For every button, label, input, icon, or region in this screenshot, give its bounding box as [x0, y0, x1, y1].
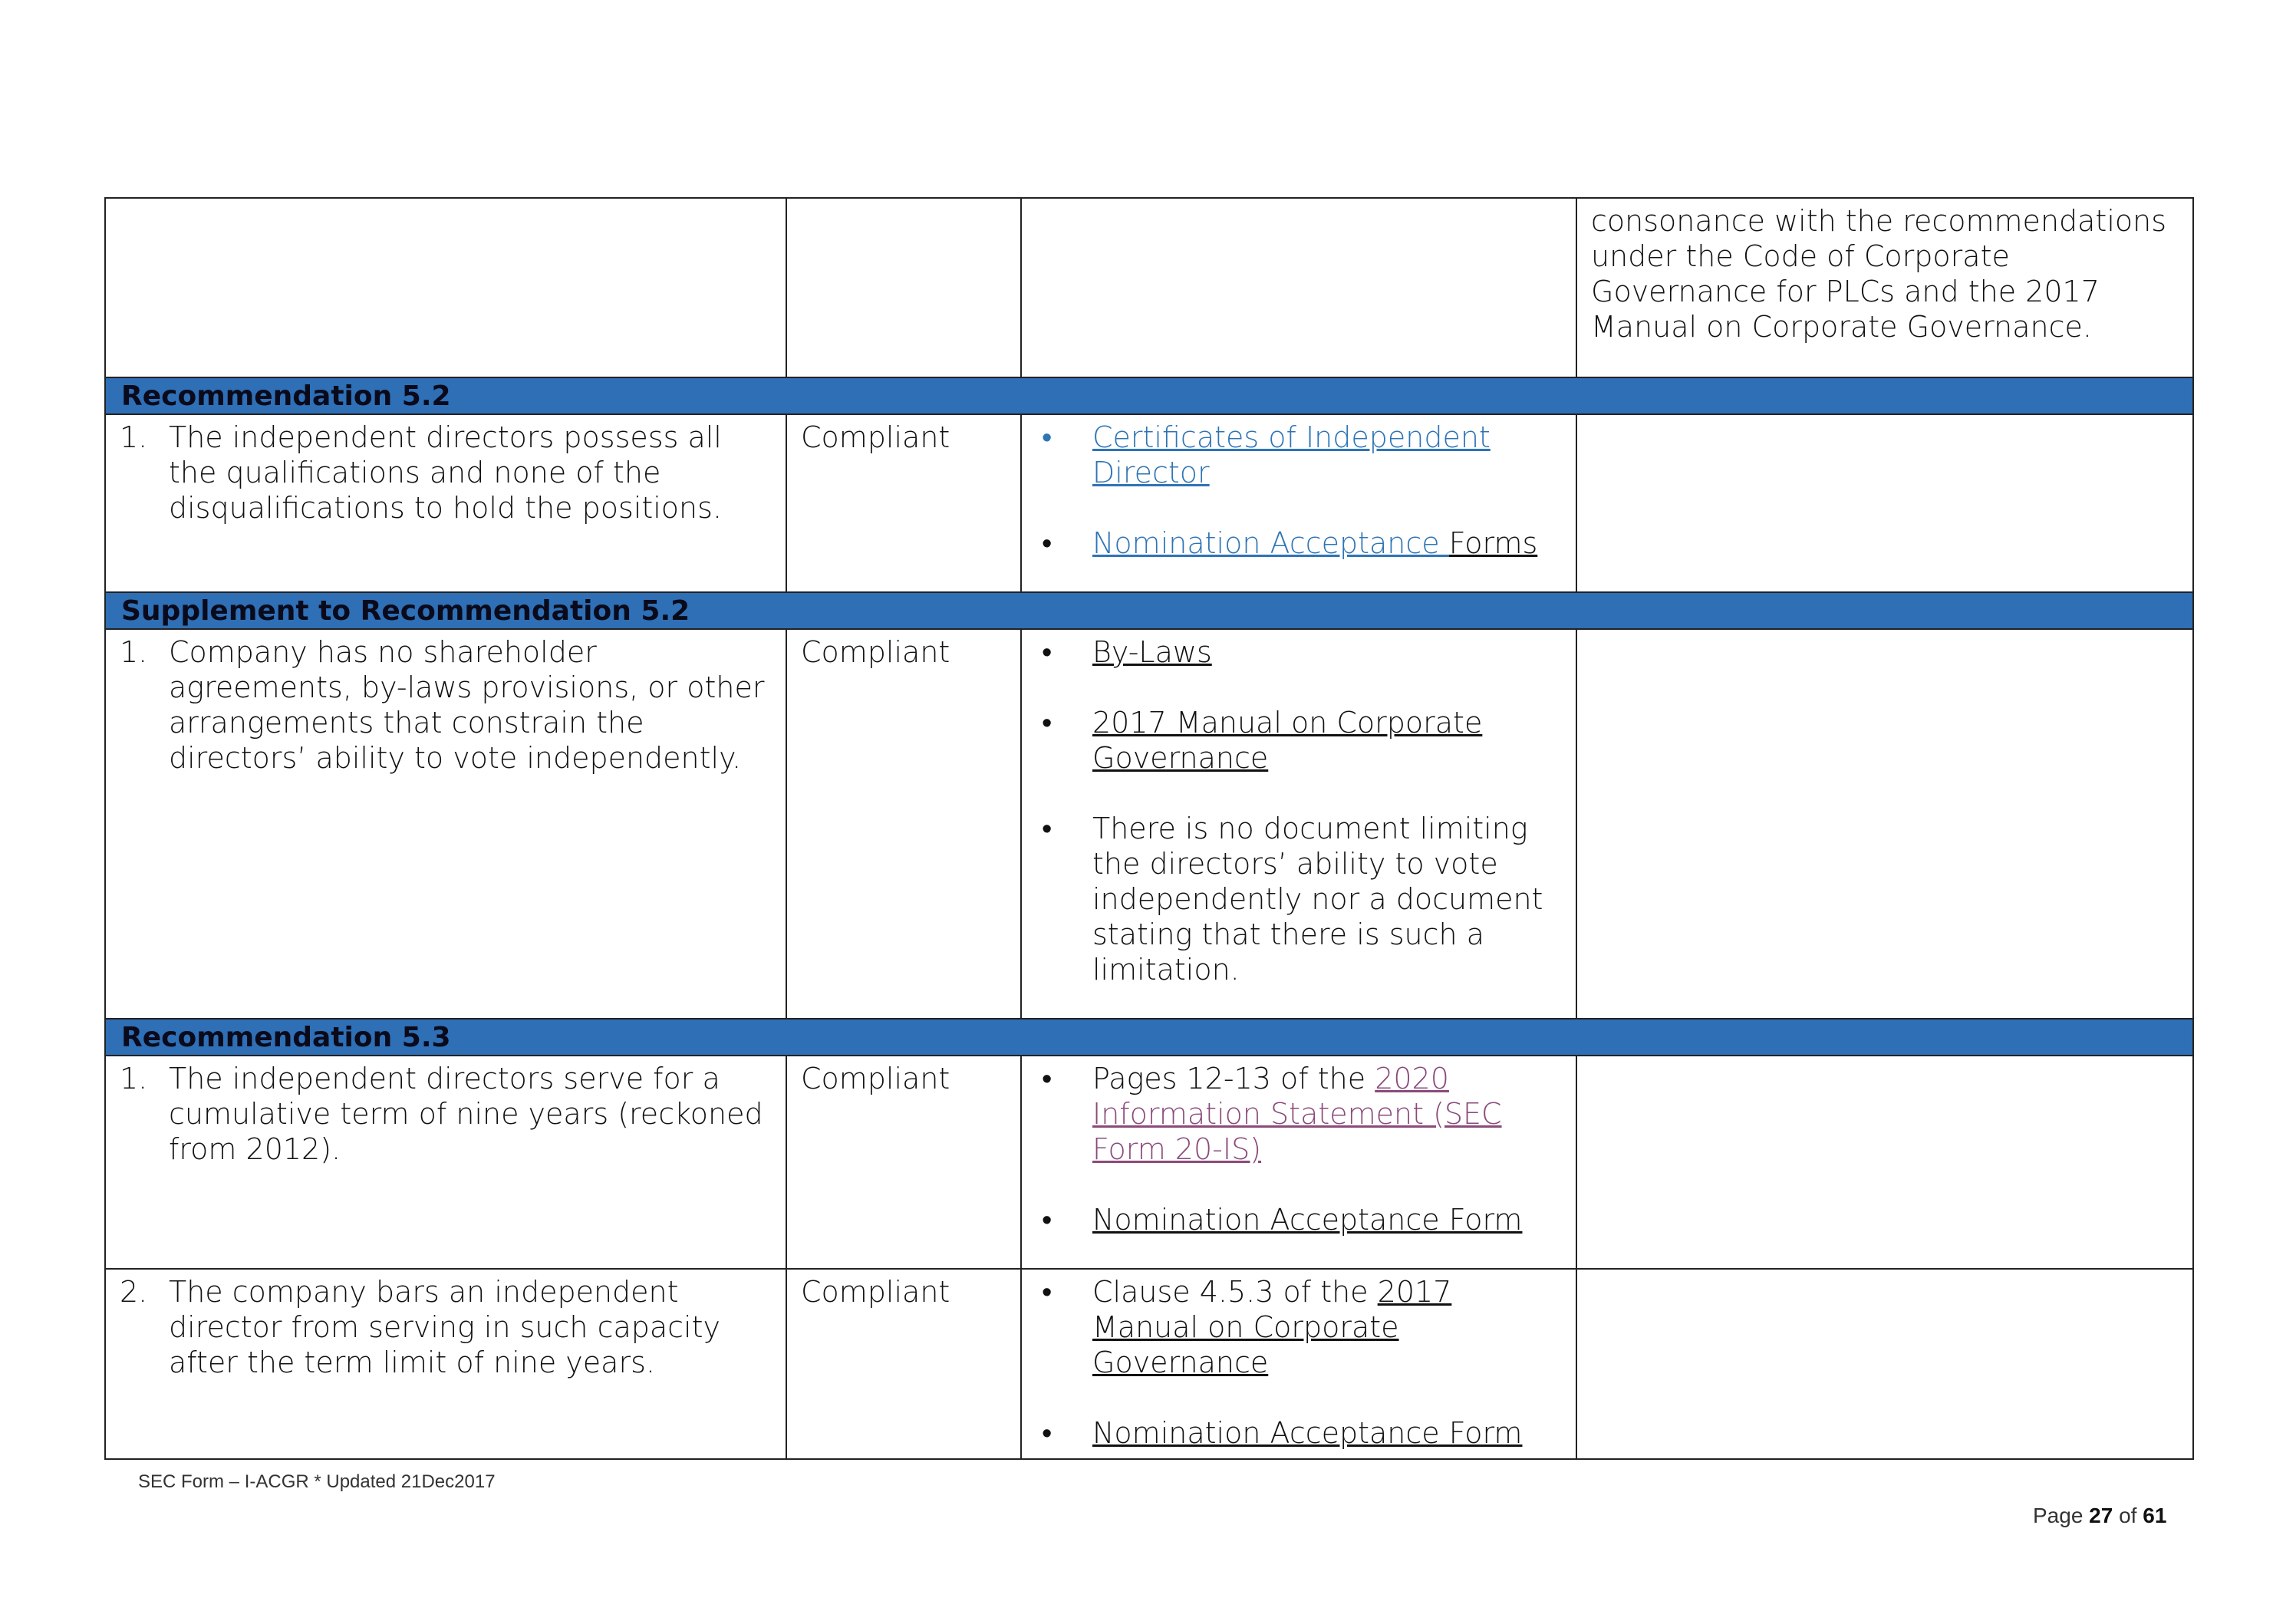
- manual-link[interactable]: 2017 Manual on Corporate Governance: [1092, 1275, 1452, 1379]
- cell-references: [1021, 198, 1576, 377]
- section-header: Supplement to Recommendation 5.2: [105, 592, 2193, 629]
- reference-note: There is no document limiting the directors’ ability to vote independently nor a document stating that there is such a limitation.: [1092, 812, 1543, 987]
- table-row: [105, 1056, 2193, 1269]
- information-statement-link[interactable]: 2020 Information Statement (SEC Form 20-IS): [1092, 1062, 1502, 1166]
- status-text: Compliant: [801, 1275, 950, 1309]
- table-row: [105, 198, 2193, 377]
- cell-explanation: [1576, 414, 2193, 592]
- cell-recommendation: [105, 629, 786, 1019]
- list-item: [1036, 811, 1562, 987]
- cell-explanation: [1576, 1056, 2193, 1269]
- section-header-row: [105, 1019, 2193, 1056]
- list-item: [1036, 420, 1562, 490]
- cell-explanation: [1576, 198, 2193, 377]
- item-text: The independent directors possess all the qualifications and none of the disqualifications to hold the positions.: [169, 420, 723, 525]
- cell-status: [786, 1269, 1021, 1459]
- list-item: [1036, 1274, 1562, 1380]
- table-row: [105, 1269, 2193, 1459]
- table-row: [105, 414, 2193, 592]
- cell-recommendation: [105, 414, 786, 592]
- item-number: 1.: [120, 420, 148, 454]
- status-text: Compliant: [801, 635, 950, 669]
- explanation-text: consonance with the recommendations under the Code of Corporate Governance for PLCs and the 2017 Manual on Corporate Governance.: [1591, 204, 2167, 344]
- nomination-acceptance-form-link[interactable]: Nomination Acceptance Form: [1092, 1416, 1523, 1450]
- cell-recommendation: [105, 198, 786, 377]
- cell-recommendation: [105, 1269, 786, 1459]
- list-item: [1036, 705, 1562, 776]
- section-header: Recommendation 5.2: [105, 377, 2193, 414]
- compliance-table: [104, 197, 2194, 1460]
- reference-prefix: Clause 4.5.3 of the: [1092, 1275, 1378, 1309]
- current-page: 27: [2089, 1504, 2113, 1527]
- item-number: 1.: [120, 635, 148, 669]
- cell-references: [1021, 1056, 1576, 1269]
- item-text: Company has no shareholder agreements, by-laws provisions, or other arrangements that constrain the directors’ ability to vote independently.: [169, 635, 765, 775]
- item-number: 2.: [120, 1275, 148, 1309]
- list-item: [1036, 1061, 1562, 1167]
- manual-link[interactable]: 2017 Manual on Corporate Governance: [1092, 706, 1483, 775]
- list-item: [1036, 634, 1562, 670]
- table-row: [105, 629, 2193, 1019]
- list-item: [1036, 525, 1562, 561]
- cell-status: [786, 414, 1021, 592]
- page-word: Page: [2033, 1504, 2090, 1527]
- item-number: 1.: [120, 1062, 148, 1095]
- page-number: [2033, 1504, 2166, 1528]
- by-laws-link[interactable]: By-Laws: [1092, 635, 1212, 669]
- cell-references: [1021, 629, 1576, 1019]
- item-text: The independent directors serve for a cumulative term of nine years (reckoned from 2012).: [169, 1062, 763, 1166]
- cell-status: [786, 1056, 1021, 1269]
- cell-status: [786, 198, 1021, 377]
- cell-references: [1021, 1269, 1576, 1459]
- of-word: of: [2113, 1504, 2143, 1527]
- list-item: [1036, 1415, 1562, 1451]
- section-header-row: [105, 377, 2193, 414]
- status-text: Compliant: [801, 420, 950, 454]
- cell-explanation: [1576, 629, 2193, 1019]
- item-text: The company bars an independent director from serving in such capacity after the term limit of nine years.: [169, 1275, 720, 1379]
- nomination-acceptance-link[interactable]: Nomination Acceptance: [1092, 526, 1449, 560]
- section-header-row: [105, 592, 2193, 629]
- forms-link[interactable]: Forms: [1448, 526, 1538, 560]
- footer-form-label: SEC Form – I-ACGR * Updated 21Dec2017: [138, 1471, 496, 1492]
- cell-status: [786, 629, 1021, 1019]
- nomination-acceptance-form-link[interactable]: Nomination Acceptance Form: [1092, 1203, 1523, 1237]
- reference-prefix: Pages 12-13 of the: [1092, 1062, 1375, 1095]
- cell-references: [1021, 414, 1576, 592]
- section-header: Recommendation 5.3: [105, 1019, 2193, 1056]
- cell-explanation: [1576, 1269, 2193, 1459]
- list-item: [1036, 1202, 1562, 1237]
- cell-recommendation: [105, 1056, 786, 1269]
- total-pages: 61: [2143, 1504, 2167, 1527]
- status-text: Compliant: [801, 1062, 950, 1095]
- certificates-link[interactable]: Certificates of Independent Director: [1092, 420, 1491, 489]
